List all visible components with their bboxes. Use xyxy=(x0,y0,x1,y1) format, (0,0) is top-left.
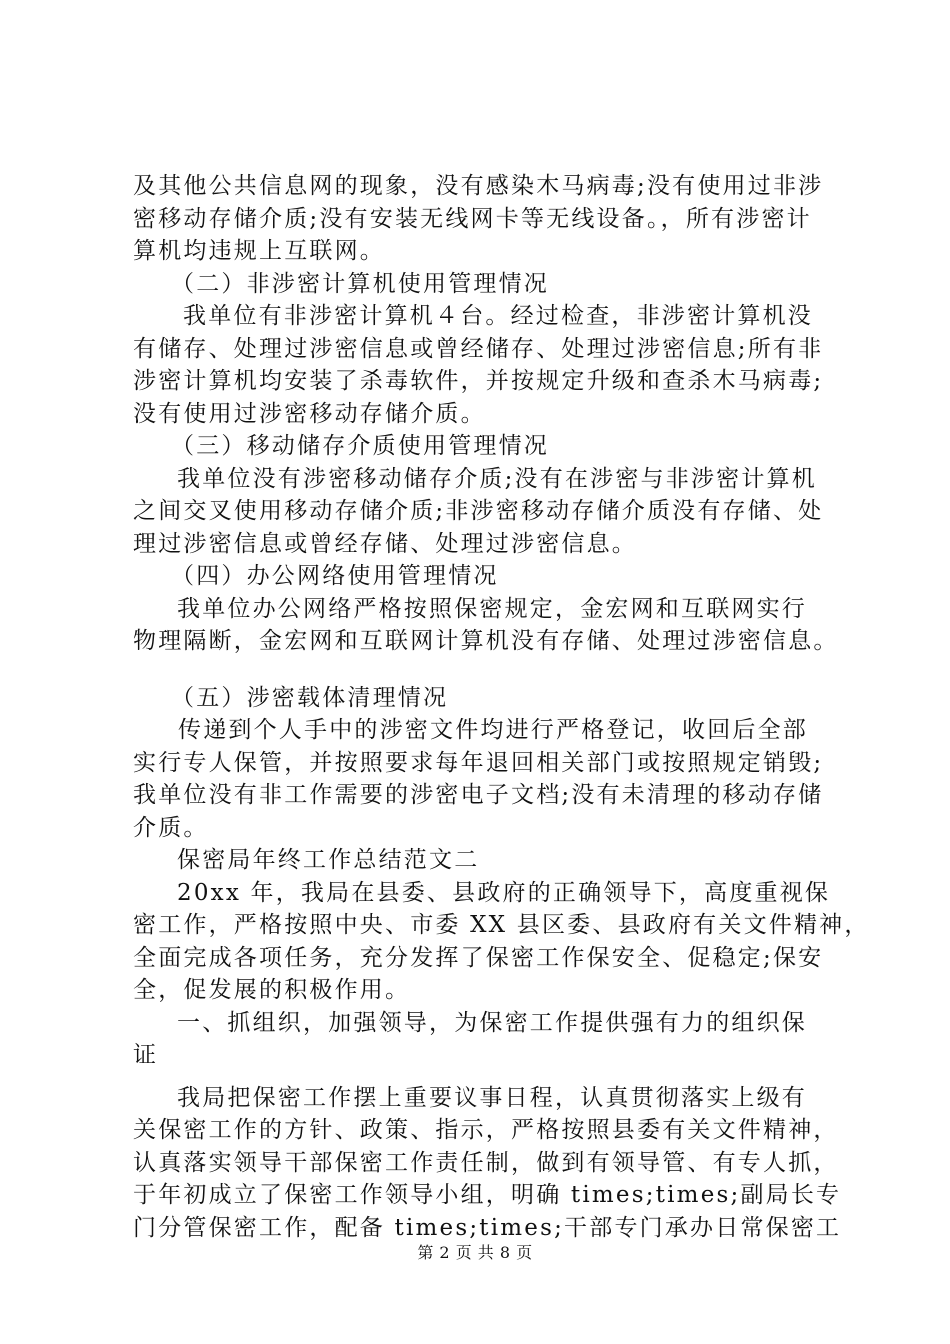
text-line: 物理隔断，金宏网和互联网计算机没有存储、处理过涉密信息。 xyxy=(133,628,839,654)
text-line: 理过涉密信息或曾经存储、处理过涉密信息。 xyxy=(133,530,637,557)
text-line: 实行专人保管，并按照要求每年退回相关部门或按照规定销毁; xyxy=(133,749,824,776)
text-line: 涉密计算机均安装了杀毒软件，并按规定升级和查杀木马病毒; xyxy=(133,368,824,394)
text-line: 我局把保密工作摆上重要议事日程，认真贯彻落实上级有 xyxy=(177,1084,807,1111)
text-line: 算机均违规上互联网。 xyxy=(133,238,385,264)
text-line: 没有使用过涉密移动存储介质。 xyxy=(133,400,486,427)
text-line: 我单位没有涉密移动储存介质;没有在涉密与非涉密计算机 xyxy=(177,465,817,492)
text-line: 我单位办公网络严格按照保密规定，金宏网和互联网实行 xyxy=(177,595,807,622)
text-line: 认真落实领导干部保密工作责任制，做到有领导管、有专人抓， xyxy=(133,1149,839,1176)
section-heading-5: （五）涉密载体清理情况 xyxy=(171,684,449,711)
section-heading-2: （二）非涉密计算机使用管理情况 xyxy=(171,270,549,297)
text-line: 于年初成立了保密工作领导小组，明确 times;times;副局长专 xyxy=(133,1182,842,1208)
text-line: 我单位没有非工作需要的涉密电子文档;没有未清理的移动存储 xyxy=(133,782,824,808)
text-line: 我单位有非涉密计算机４台。经过检查，非涉密计算机没 xyxy=(183,303,813,329)
text-line: 传递到个人手中的涉密文件均进行严格登记，收回后全部 xyxy=(178,717,808,743)
text-line: 全面完成各项任务，充分发挥了保密工作保安全、促稳定;保安 xyxy=(133,944,824,971)
text-line: 介质。 xyxy=(133,814,209,841)
text-line: 证 xyxy=(133,1042,159,1068)
text-line: 关保密工作的方针、政策、指示，严格按照县委有关文件精神， xyxy=(133,1117,839,1143)
text-line: 密工作，严格按照中央、市委 XX 县区委、县政府有关文件精神， xyxy=(133,912,870,938)
text-line: 密移动存储介质;没有安装无线网卡等无线设备。，所有涉密计 xyxy=(133,205,812,232)
section-heading-3: （三）移动储存介质使用管理情况 xyxy=(171,433,549,459)
text-line: 之间交叉使用移动存储介质;非涉密移动存储介质没有存储、处 xyxy=(133,498,824,524)
essay-title: 保密局年终工作总结范文二 xyxy=(177,847,480,873)
text-line: 有储存、处理过涉密信息或曾经储存、处理过涉密信息;所有非 xyxy=(133,335,824,362)
section-heading-one: 一、抓组织，加强领导，为保密工作提供强有力的组织保 xyxy=(177,1009,807,1036)
text-line: 门分管保密工作，配备 times;times;干部专门承办日常保密工 xyxy=(133,1214,842,1241)
page-number-footer: 第 2 页 共 8 页 xyxy=(417,1243,533,1262)
section-heading-4: （四）办公网络使用管理情况 xyxy=(171,563,499,589)
text-line: 20xx 年，我局在县委、县政府的正确领导下，高度重视保 xyxy=(177,879,831,906)
document-body xyxy=(133,170,870,1244)
text-line: 全，促发展的积极作用。 xyxy=(133,977,411,1003)
text-line: 及其他公共信息网的现象，没有感染木马病毒;没有使用过非涉 xyxy=(133,173,824,199)
